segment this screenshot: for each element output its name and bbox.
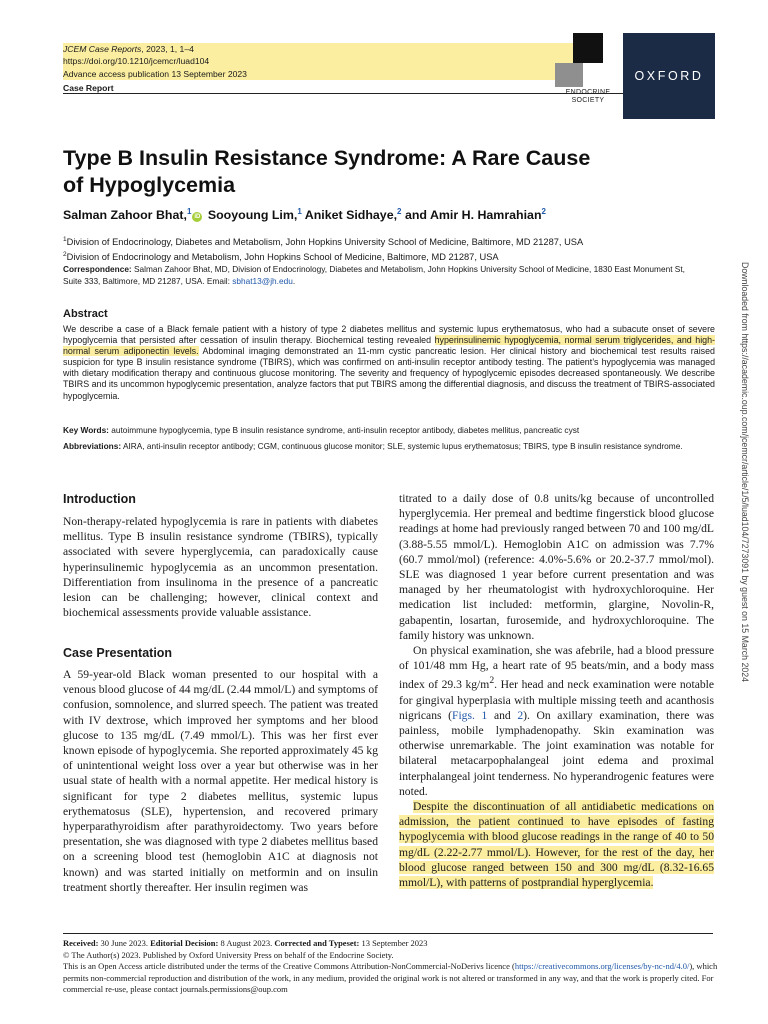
abstract-part: Abdominal imaging demonstrated an 11-mm cystic pancreatic lesion. Her clinical history and biochemical test results raised suspicion for type B insulin resistance syndrome (TBIRS), which was confirmed on anti-insulin receptor antibody testing. The patient’s hypoglycemia was managed with dietary modification therapy and continuous glucose monitoring. The severity and frequency of hypoglycemic episodes decreased spontaneously. We describe TBIRS and its uncommon hypoglycemic presentation, analyze factors that put TBIRS among the differential diagnosis, and discuss the treatment of TBIRS-associated hypoglycemia. [63,346,715,401]
author-affil-ref[interactable]: 2 [541,207,546,216]
abstract-heading: Abstract [63,308,108,320]
history-paragraph: titrated to a daily dose of 0.8 units/kg because of uncontrolled hyperglycemia. Her premeal and bedtime fingerstick blood glucose readings at home had previously ranged between 70 and 100 mg/dL (3.88-5.55 mmol/L). Hemoglobin A1C on admission was 7.7% (60.7 mmol/mol) (reference: 4.0%-5.6% or 20.2-37.7 mmol/mol). SLE was diagnosed 1 year before current presentation and was managed by her rheumatologist with hydroxychloroquine. Her medication list included: metformin, glargine, Novolin-R, gabapentin, losartan, furosemide, and hydroxychloroquine. The family history was unknown. [399,492,714,642]
article-title [63,145,683,199]
author-affil-ref[interactable]: 1 [186,207,192,216]
corrected-date: 13 September 2023 [359,938,428,948]
endocrine-society-logo-icon [573,33,603,63]
keywords-label: Key Words: [63,425,109,435]
dates-line [63,938,718,950]
download-watermark [738,262,752,822]
exam-text: ). On axillary examination, there was painless, mobile lymphadenopathy. Skin examination was otherwise unremarkable. The joint examination was notable for bilateral metacarpophalangeal joint edema and proximal interphalangeal joint tenderness. No hyperandrogenic features were noted. [399,708,714,798]
introduction-body [63,514,378,620]
author-name[interactable]: Aniket Sidhaye, [304,208,398,223]
endocrine-society-logo-mark [555,63,583,87]
decision-date: 8 August 2023. [218,938,275,948]
journal-name: JCEM Case Reports [63,44,142,54]
oxford-logo[interactable]: OXFORD [623,33,715,119]
citation-volume: , 2023, 1, 1–4 [141,44,194,54]
correspondence-label: Correspondence: [63,264,132,274]
exam-paragraph [399,643,714,799]
license-link[interactable]: https://creativecommons.org/licenses/by-nc-nd/4.0/ [514,961,690,972]
exam-text: On physical examination, she was afebrile, had a blood pressure of 101/48 mm Hg, a heart rate of 95 beats/min, and a body mass index of 29.3 kg/m [399,644,714,692]
copyright-line: © The Author(s) 2023. Published by Oxford University Press on behalf of the Endocrine Society. [63,949,394,960]
received-label: Received: [63,938,99,948]
abstract-highlight: hyperinsulinemic hypoglycemia, normal serum triglycerides, and high-normal serum adiponectin levels. [63,335,715,357]
introduction-heading: Introduction [63,492,136,506]
article-header [63,43,573,95]
affiliation-text: Division of Endocrinology and Metabolism, John Hopkins School of Medicine, Baltimore, MD 21287, USA [66,251,499,262]
author-affil-ref[interactable]: 1 [297,207,302,216]
affiliation [63,249,583,264]
keywords-text: autoimmune hypoglycemia, type B insulin resistance syndrome, anti-insulin receptor antibody, diabetes mellitus, pancreatic cyst [108,425,580,435]
exam-superscript: 2 [489,675,495,687]
title-line-2: of Hypoglycemia [63,173,236,197]
abstract-part: We describe a case of a Black female patient with a history of type 2 diabetes mellitus and systemic lupus erythematosus, who had a subacute onset of severe hypoglycemia that persisted after cessation of insulin therapy. Biochemical testing revealed [63,324,715,346]
article-footer [63,938,718,996]
affiliation-text: Division of Endocrinology, Diabetes and Metabolism, John Hopkins University School of Medicine, Baltimore, MD 21287, USA [66,237,584,248]
case-presentation-body [63,667,378,895]
hypoglycemia-paragraph [399,799,714,890]
advance-access: Advance access publication 13 September 2023 [63,68,247,79]
correspondence [63,264,703,287]
case-paragraph: A 59-year-old Black woman presented to our hospital with a venous blood glucose of 44 mg/dL (2.44 mmol/L) and symptoms of confusion, somnolence, and slurred speech. The patient was treated with IV dextrose, which improved her symptoms and her blood glucose to 135 mg/dL (7.49 mmol/L). This was her first ever known episode of hypoglycemia. She reported approximately 45 kg of unintentional weight loss over a year but otherwise was in her usual state of health with a normal appetite. Her medical history is significant for type 2 diabetes mellitus, systemic lupus erythematosus (SLE), hypertension, and recovered primary hyperparathyroidism after parathyroidectomy. Two years before presentation, she was diagnosed with type 2 diabetes mellitus based on a screening blood test (hemoglobin A1C at diagnosis not known) and was started initially on metformin and on insulin treatment shortly thereafter. Her insulin regimen was [63,668,378,894]
keywords [63,425,715,436]
journal-citation [63,43,573,55]
received-date: 30 June 2023. [98,938,151,948]
article-type: Case Report [63,83,114,94]
case-presentation-heading: Case Presentation [63,646,173,660]
abstract-text [63,324,715,402]
abbreviations-text: AIRA, anti-insulin receptor antibody; CGM, continuous glucose monitor; SLE, systemic lupus erythematosus; TBIRS, type B insulin resistance syndrome. [121,441,683,451]
author-list [63,207,546,222]
abbreviations-label: Abbreviations: [63,441,122,451]
affiliations [63,234,583,263]
title-line-1: Type B Insulin Resistance Syndrome: A Rare Cause [63,146,591,170]
figure-2-link[interactable]: 2 [517,708,524,722]
license-part: This is an Open Access article distributed under the terms of the Creative Commons Attribution-NonCommercial-NoDerivs licence ( [63,961,515,972]
download-watermark-text: Downloaded from https://academic.oup.com/jcemcr/article/1/5/luad104/7273091 by guest on 15 March 2024 [740,262,750,683]
logos [555,33,715,119]
introduction-paragraph: Non-therapy-related hypoglycemia is rare in patients with diabetes mellitus. Type B insulin resistance syndrome (TBIRS), typically associated with severe hyperglycemia, can paradoxically cause hyperinsulinemic hypoglycemia as an uncommon presentation. Differentiation from insulinoma in the presence of a pancreatic lesion can be challenging; however, clinical context and biochemical assessments provide valuable assistance. [63,515,378,620]
corrected-label: Corrected and Typeset: [274,938,360,948]
author-name[interactable]: and Amir H. Hamrahian [404,208,542,223]
exam-text: and [487,708,518,722]
right-column-body [399,491,714,890]
license-part: ), which permits non-commercial reproduction and distribution of the work, in any medium, provided the original work is not altered or transformed in any way, and that the work is properly cited. For commercial re-use, please contact journals.permissions@oup.com [63,961,718,995]
exam-text: . Her head and neck examination were notable for gingival hyperplasia with multiple missing teeth and acanthosis nigricans ( [399,678,714,722]
author-affil-ref[interactable]: 2 [397,207,402,216]
endocrine-society-logo-text: ENDOCRINE SOCIETY [565,89,611,104]
author-name[interactable]: Salman Zahoor Bhat, [63,208,187,223]
decision-label: Editorial Decision: [150,938,219,948]
footer-rule [63,933,713,934]
doi-link[interactable]: https://doi.org/10.1210/jcemcr/luad104 [63,56,210,67]
correspondence-text: Salman Zahoor Bhat, MD, Division of Endocrinology, Diabetes and Metabolism, John Hopkins University School of Medicine, 1830 East Monument St, Suite 333, Baltimore, MD 21287, USA. Email: [63,264,685,286]
highlighted-text: Despite the discontinuation of all antidiabetic medications on admission, the patient continued to have episodes of fasting hypoglycemia with blood glucose readings in the range of 40 to 50 mg/dL (2.22-2.77 mmol/L). However, for the rest of the day, her blood glucose ranged between 150 and 300 mg/dL (8.32-16.65 mmol/L), with patterns of postprandial hyperglycemia. [399,799,714,889]
orcid-icon[interactable]: iD [194,214,201,221]
correspondence-end: . [292,275,296,286]
affiliation [63,234,583,249]
figure-1-link[interactable]: Figs. 1 [452,708,488,722]
license-text [63,961,718,996]
abbreviations [63,441,715,452]
header-highlight-band [63,43,573,80]
correspondence-email-link[interactable]: sbhat13@jh.edu [232,275,293,286]
author-name[interactable]: Sooyoung Lim, [207,208,298,223]
affiliation-number: 2 [63,250,67,258]
affiliation-number: 1 [63,236,67,243]
